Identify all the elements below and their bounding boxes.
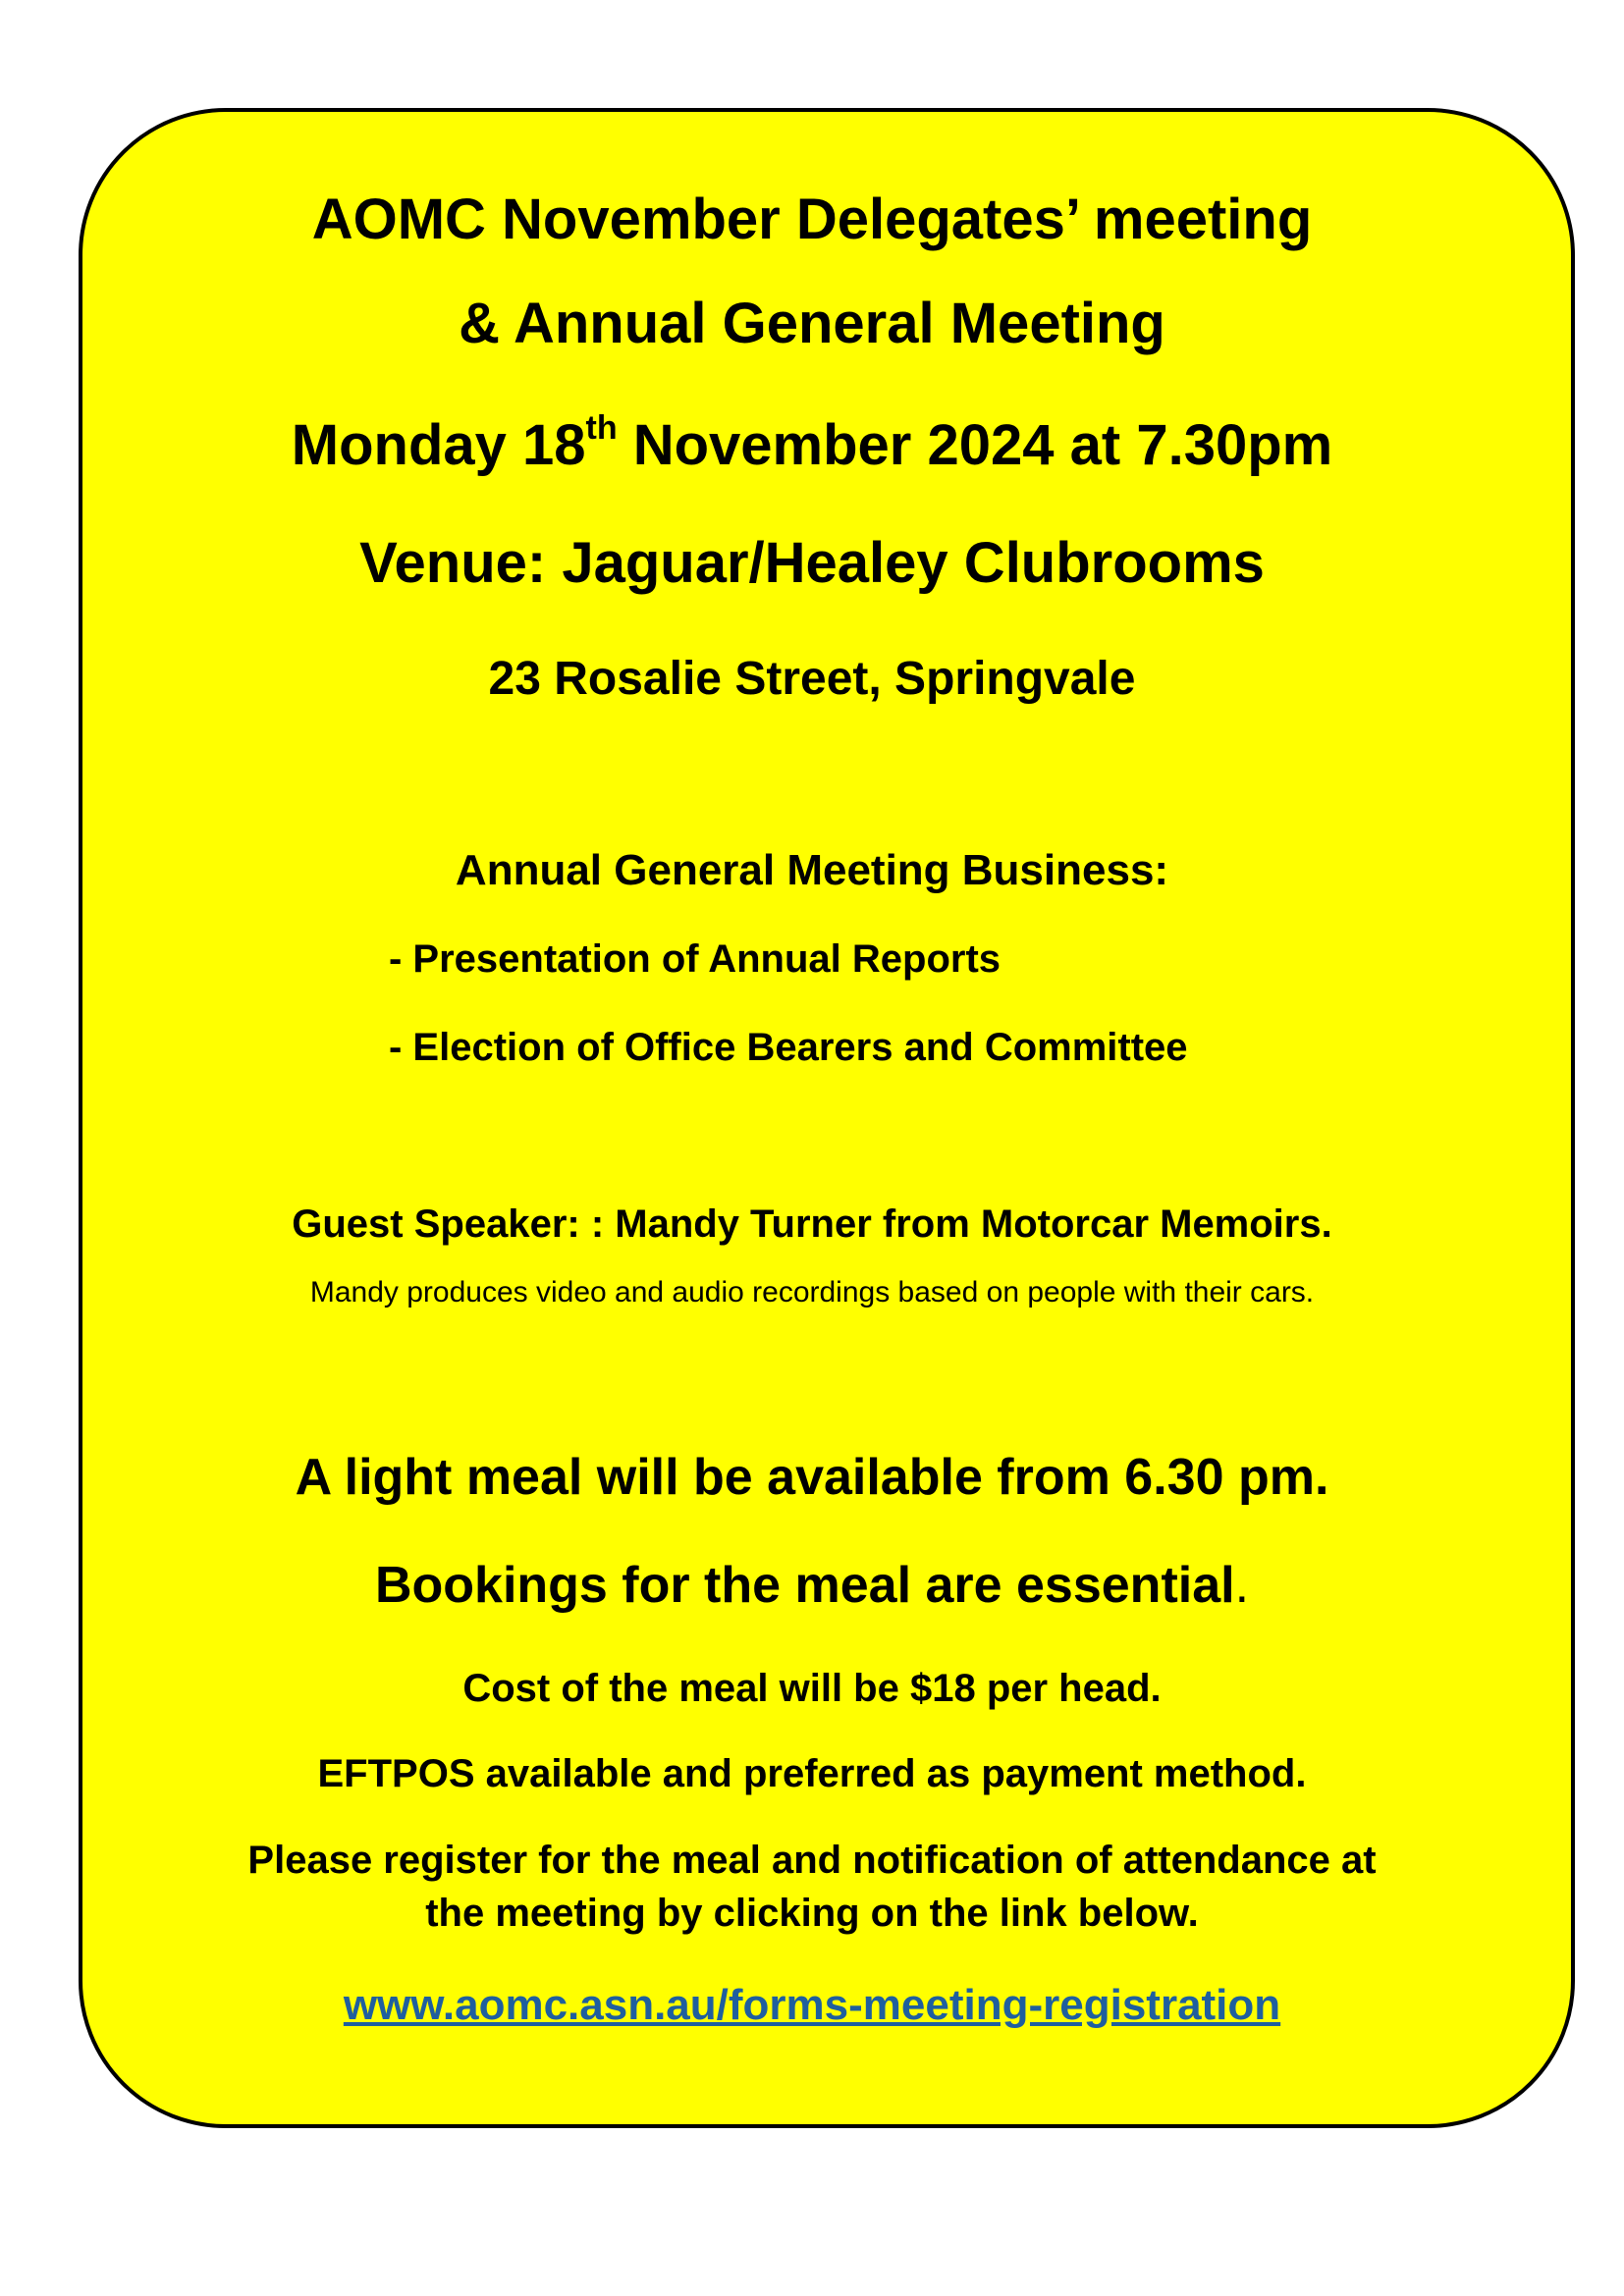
payment-method: EFTPOS available and preferred as payment method. <box>317 1752 1307 1795</box>
notice-poster <box>79 108 1575 2128</box>
date-ordinal-suffix: th <box>585 408 618 447</box>
registration-link[interactable]: www.aomc.asn.au/forms-meeting-registration <box>343 1981 1281 2029</box>
guest-speaker-description: Mandy produces video and audio recordings based on people with their cars. <box>309 1276 1315 1308</box>
venue-address: 23 Rosalie Street, Springvale <box>488 653 1136 705</box>
agm-item-election: - Election of Office Bearers and Committee <box>389 1026 1188 1069</box>
agm-business-heading: Annual General Meeting Business: <box>455 846 1169 894</box>
date-rest: November 2024 at 7.30pm <box>617 413 1333 477</box>
register-instruction-line-1: Please register for the meal and notification of attendance at <box>247 1839 1377 1882</box>
meeting-date <box>0 408 1624 478</box>
meal-bookings <box>0 1556 1624 1615</box>
meal-bookings-text: Bookings for the meal are essential <box>374 1557 1235 1614</box>
meal-cost: Cost of the meal will be $18 per head. <box>462 1667 1162 1710</box>
guest-speaker: Guest Speaker: : Mandy Turner from Motorcar Memoirs. <box>292 1202 1332 1246</box>
meal-availability: A light meal will be available from 6.30 pm. <box>295 1449 1329 1506</box>
title-line-2: & Annual General Meeting <box>459 292 1165 355</box>
venue: Venue: Jaguar/Healey Clubrooms <box>359 531 1265 595</box>
date-prefix: Monday 18 <box>291 413 586 477</box>
meal-bookings-period: . <box>1234 1557 1250 1614</box>
register-instruction-line-2: the meeting by clicking on the link below. <box>425 1892 1199 1935</box>
title-line-1: AOMC November Delegates’ meeting <box>311 187 1313 251</box>
agm-item-annual-reports: - Presentation of Annual Reports <box>389 937 1001 981</box>
